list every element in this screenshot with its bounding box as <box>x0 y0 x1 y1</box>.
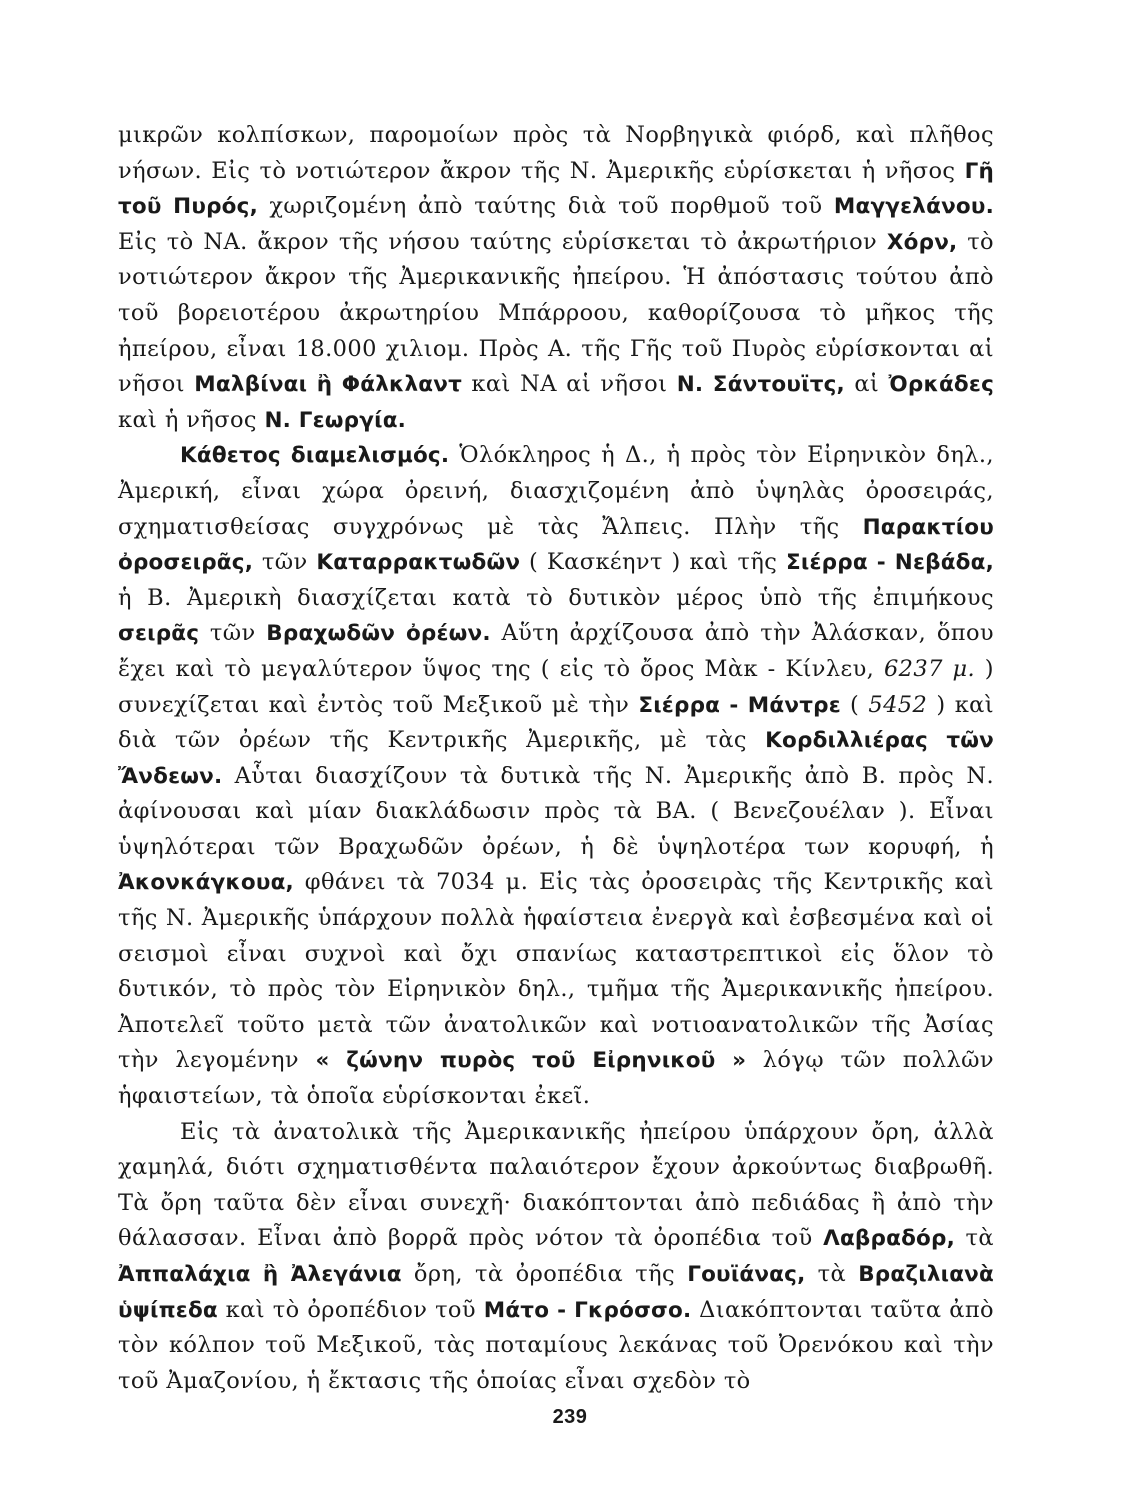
text-run: τὰ <box>954 1225 995 1252</box>
text-run: τῶν <box>253 549 317 576</box>
bold-term: « ζώνην πυρὸς τοῦ Εἰρηνικοῦ » <box>315 1048 747 1074</box>
bold-term: Καταρρακτωδῶν <box>316 550 521 576</box>
bold-term: Γῆ τοῦ Πυρός, <box>118 158 994 220</box>
bold-term: Ν. Σάντουϊτς, <box>676 372 845 398</box>
italic-text: 5452 <box>868 691 928 718</box>
text-run: καὶ ἡ νῆσος <box>118 406 265 433</box>
bold-term: Σιέρρα - Νεβάδα, <box>786 550 994 576</box>
text-run: καὶ ΝΑ αἱ νῆσοι <box>462 371 677 398</box>
bold-term: Βραζιλιανὰ ὑψίπεδα <box>118 1262 995 1323</box>
text-run: λόγῳ τῶν πολλῶν ἡφαιστείων, τὰ ὁποῖα εὑρίσκονται ἐκεῖ. <box>118 1047 995 1110</box>
bold-term: Κάθετος διαμελισμός. <box>180 443 450 469</box>
page-number: 239 <box>552 1406 588 1428</box>
text-run: Αὗται διασχίζουν τὰ δυτικὰ τῆς Ν. Ἀμερικῆς ἀπὸ Β. πρὸς Ν. ἀφίνουσαι καὶ μίαν διακλάδωσιν πρὸς τὰ ΒΑ. ( Βενεζουέλαν ). Εἶναι ὑψηλότεραι τῶν Βραχωδῶν ὀρέων, ἡ δὲ ὑψηλοτέρα των κορυφή, ἡ <box>118 762 994 860</box>
bold-term: σειρᾶς <box>118 621 200 647</box>
text-run: Διακόπτονται ταῦτα ἀπὸ τὸν κόλπον τοῦ Μεξικοῦ, τὰς ποταμίους λεκάνας τοῦ Ὀρενόκου καὶ τὴν τοῦ Ἀμαζονίου, ἡ ἔκτασις τῆς ὁποίας εἶναι σχεδὸν τὸ <box>118 1296 994 1394</box>
text-run: ) συνεχίζεται καὶ ἐντὸς τοῦ Μεξικοῦ μὲ τὴν <box>118 655 994 718</box>
paragraph-3 <box>118 1115 994 1400</box>
text-run: χωριζομένη ἀπὸ ταύτης διὰ τοῦ πορθμοῦ τοῦ <box>257 193 834 220</box>
text-run: Εἰς τὰ ἀνατολικὰ τῆς Ἀμερικανικῆς ἠπείρου ὑπάρχουν ὄρη, ἀλλὰ χαμηλά, διότι σχηματισθέντα παλαιότερον ἔχουν ἀρκούντως διαβρωθῆ. Τὰ ὄρη ταῦτα δὲν εἶναι συνεχῆ· διακόπτονται ἀπὸ πεδιάδας ἢ ἀπὸ τὴν θάλασσαν. Εἶναι ἀπὸ βορρᾶ πρὸς νότον τὰ ὀροπέδια τοῦ <box>118 1118 994 1252</box>
bold-term: Ἀππαλάχια ἢ Ἀλεγάνια <box>118 1262 402 1287</box>
text-run: Αὕτη ἀρχίζουσα ἀπὸ τὴν Ἀλάσκαν, ὅπου ἔχει καὶ τὸ μεγαλύτερον ὕψος της ( εἰς τὸ ὄρος Μὰκ - Κίνλευ, <box>118 620 994 682</box>
text-run: φθάνει τὰ 7034 μ. Εἰς τὰς ὀροσειρὰς τῆς Κεντρικῆς καὶ τῆς Ν. Ἀμερικῆς ὑπάρχουν πολλὰ ἡφαίστεια ἐνεργὰ καὶ ἐσβεσμένα καὶ οἱ σεισμοὶ εἶναι συχνοὶ καὶ ὄχι σπανίως καταστρεπτικοὶ εἰς ὅλον τὸ δυτικόν, τὸ πρὸς τὸν Εἰρηνικὸν δηλ., τμῆμα τῆς Ἀμερικανικῆς ἠπείρου. Ἀποτελεῖ τοῦτο μετὰ τῶν ἀνατολικῶν καὶ νοτιοανατολικῶν τῆς Ἀσίας τὴν λεγομένην <box>118 869 994 1074</box>
text-run: ἡ Β. Ἀμερικὴ διασχίζεται κατὰ τὸ δυτικὸν μέρος ὑπὸ τῆς ἐπιμήκους <box>118 584 994 611</box>
bold-term: Μαλβίναι ἢ Φάλκλαντ <box>194 372 463 398</box>
bold-term: Μάτο - Γκρόσσο. <box>483 1297 692 1323</box>
bold-term: Σιέρρα - Μάντρε <box>638 692 841 718</box>
bold-term: Μαγγελάνου. <box>833 194 994 220</box>
page-body <box>118 118 994 1399</box>
bold-term: Ὀρκάδες <box>888 372 995 398</box>
italic-text: 6237 μ. <box>883 655 976 682</box>
bold-term: Ἀκονκάγκουα, <box>118 870 294 896</box>
bold-term: Παρακτίου ὀροσειρᾶς, <box>118 514 994 576</box>
text-run: ὄρη, τὰ ὀροπέδια τῆς <box>401 1261 688 1287</box>
bold-term: Βραχωδῶν ὀρέων. <box>266 621 491 647</box>
text-run: ( Κασκέηντ ) καὶ τῆς <box>520 549 787 576</box>
bold-term: Γουϊάνας, <box>687 1262 806 1287</box>
bold-term: Χόρν, <box>886 229 958 255</box>
text-run: Ὁλόκληρος ἡ Δ., ἡ πρὸς τὸν Εἰρηνικὸν δηλ., Ἀμερική, εἶναι χώρα ὀρεινή, διασχιζομένη ἀπὸ ὑψηλὰς ὀροσειράς, σχηματισθείσας συγχρόνως μὲ τὰς Ἄλπεις. Πλὴν τῆς <box>118 442 994 540</box>
bold-term: Λαβραδόρ, <box>823 1226 955 1252</box>
text-run: τῶν <box>199 620 267 647</box>
text-run: τὸ νοτιώτερον ἄκρον τῆς Ἀμερικανικῆς ἠπείρου. Ἡ ἀπόστασις τούτου ἀπὸ τοῦ βορειοτέρου ἀκρωτηρίου Μπάρροου, καθορίζουσα τὸ μῆκος τῆς ἠπείρου, εἶναι 18.000 χιλιομ. Πρὸς Α. τῆς Γῆς τοῦ Πυρὸς εὑρίσκονται αἱ νῆσοι <box>118 228 994 398</box>
text-run: ( <box>840 691 869 718</box>
paragraph-2 <box>118 438 994 1114</box>
paragraph-1 <box>118 118 994 438</box>
text-run: καὶ τὸ ὀροπέδιον τοῦ <box>217 1296 484 1323</box>
bold-term: Κορδιλλιέρας τῶν Ἄνδεων. <box>118 728 994 789</box>
text-run: αἱ <box>844 371 889 398</box>
bold-term: Ν. Γεωργία. <box>264 407 407 433</box>
text-run: μικρῶν κολπίσκων, παρομοίων πρὸς τὰ Νορβηγικὰ φιόρδ, καὶ πλῆθος νήσων. Εἰς τὸ νοτιώτερον ἄκρον τῆς Ν. Ἀμερικῆς εὑρίσκεται ἡ νῆσος <box>118 122 994 184</box>
text-run: ) καὶ διὰ τῶν ὀρέων τῆς Κεντρικῆς Ἀμερικῆς, μὲ τὰς <box>118 691 994 754</box>
text-run: Εἰς τὸ ΝΑ. ἄκρον τῆς νήσου ταύτης εὑρίσκεται τὸ ἀκρωτήριον <box>118 228 887 255</box>
text-run: τὰ <box>805 1261 859 1287</box>
